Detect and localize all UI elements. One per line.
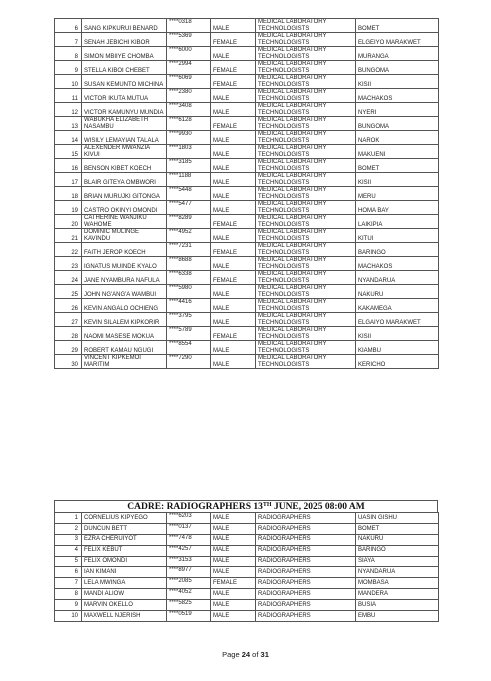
cadre-name: MEDICAL LABORATORY TECHNOLOGISTS [256,201,356,215]
candidate-name: BRIAN MURUJKI GITONGA [82,187,167,201]
id-number: ****1803 [167,145,211,159]
cadre-name: RADIOGRAPHERS [256,611,356,622]
county: NYANDARUA [356,567,439,578]
table-row [55,589,439,600]
table-row [55,534,439,545]
candidate-name: EZRA CHERUIYOT [82,534,167,545]
id-number: ****3795 [167,313,211,327]
row-number: 16 [55,159,82,173]
gender: MALE [211,545,256,556]
gender: FEMALE [211,33,256,47]
id-number: ****5789 [167,327,211,341]
gender: FEMALE [211,327,256,341]
gender: MALE [211,103,256,117]
cadre-name: MEDICAL LABORATORY TECHNOLOGISTS [256,299,356,313]
county: MACHAKOS [356,89,439,103]
candidate-name: KEVIN ANGALO OCHIENG [82,299,167,313]
candidate-name: MAXWELL NJERISH [82,611,167,622]
id-number: ****2380 [167,89,211,103]
cadre-name: MEDICAL LABORATORY TECHNOLOGISTS [256,257,356,271]
row-number: 7 [55,33,82,47]
id-number: ****5477 [167,201,211,215]
candidate-name: SANG KIPKURUI BENARD [82,19,167,33]
table-row [55,61,439,75]
table-row [55,327,439,341]
gender: MALE [211,89,256,103]
table-row [55,33,439,47]
row-number: 9 [55,600,82,611]
county: NAKURU [356,285,439,299]
county: KISII [356,75,439,89]
table-row [55,19,439,33]
candidate-name: NAOMI MASESE MOKUA [82,327,167,341]
gender: FEMALE [211,271,256,285]
gender: MALE [211,355,256,369]
gender: MALE [211,513,256,524]
candidate-name: SIMON MBIIYE CHOMBA [82,47,167,61]
candidate-name: CORNELIUS KIPYEGO [82,513,167,524]
candidate-name: CATHERINE WANJIKU WAHOME [82,215,167,229]
id-number: ****3153 [167,556,211,567]
candidate-name: FELIX KEBUT [82,545,167,556]
table-row [55,556,439,567]
county: SIAYA [356,556,439,567]
cadre-name: MEDICAL LABORATORY TECHNOLOGISTS [256,145,356,159]
id-number: ****8977 [167,567,211,578]
cadre-name: RADIOGRAPHERS [256,513,356,524]
lab-technologists-table [54,18,439,369]
row-number: 10 [55,75,82,89]
id-number: ****1188 [167,173,211,187]
row-number: 6 [55,19,82,33]
candidate-name: KEVIN SILALEM KIPKORIR [82,313,167,327]
gender: FEMALE [211,578,256,589]
county: BARINGO [356,545,439,556]
table-row [55,578,439,589]
gender: MALE [211,556,256,567]
id-number: ****5369 [167,33,211,47]
cadre-name: RADIOGRAPHERS [256,523,356,534]
cadre-name: RADIOGRAPHERS [256,600,356,611]
candidate-name: SUSAN KEMUNTO MICHINA [82,75,167,89]
cadre-name: RADIOGRAPHERS [256,556,356,567]
gender: MALE [211,341,256,355]
table-row [55,600,439,611]
county: NYANDARUA [356,271,439,285]
county: BUNGOMA [356,61,439,75]
row-number: 21 [55,229,82,243]
cadre-name: MEDICAL LABORATORY TECHNOLOGISTS [256,117,356,131]
row-number: 2 [55,523,82,534]
candidate-name: STELLA KIBOI CHEBET [82,61,167,75]
id-number: ****5825 [167,600,211,611]
candidate-name: VICTOR IKUTA MUTUA [82,89,167,103]
table-row [55,513,439,524]
table-row [55,285,439,299]
county: NYERI [356,103,439,117]
candidate-name: ROBERT KAMAU NGUGI [82,341,167,355]
county: KISII [356,327,439,341]
gender: FEMALE [211,117,256,131]
table-row [55,187,439,201]
id-number: ****0519 [167,611,211,622]
id-number: ****8289 [167,215,211,229]
county: NAROK [356,131,439,145]
cadre-name: RADIOGRAPHERS [256,567,356,578]
candidate-name: VINCENT KIPKEMOI MARITIM [82,355,167,369]
candidate-name: BLAIR GITEYA OMBWORI [82,173,167,187]
table-row [55,567,439,578]
row-number: 1 [55,513,82,524]
gender: MALE [211,600,256,611]
id-number: ****8554 [167,341,211,355]
id-number: ****7290 [167,355,211,369]
gender: MALE [211,201,256,215]
county: NAKURU [356,534,439,545]
id-number: ****3408 [167,103,211,117]
county: KAKAMEGA [356,299,439,313]
cadre-name: MEDICAL LABORATORY TECHNOLOGISTS [256,47,356,61]
radiographers-table [54,512,439,622]
cadre-name: MEDICAL LABORATORY TECHNOLOGISTS [256,187,356,201]
county: BOMET [356,523,439,534]
cadre-name: RADIOGRAPHERS [256,578,356,589]
county: BOMET [356,19,439,33]
row-number: 19 [55,201,82,215]
row-number: 12 [55,103,82,117]
row-number: 7 [55,578,82,589]
table-row [55,75,439,89]
candidate-name: DOMINIC MULINGE KAVINDU [82,229,167,243]
gender: MALE [211,313,256,327]
row-number: 14 [55,131,82,145]
cadre-name: MEDICAL LABORATORY TECHNOLOGISTS [256,61,356,75]
cadre-name: RADIOGRAPHERS [256,545,356,556]
table-row [55,271,439,285]
gender: MALE [211,567,256,578]
row-number: 8 [55,589,82,600]
table-row [55,355,439,369]
county: UASIN GISHU [356,513,439,524]
table-row [55,229,439,243]
row-number: 22 [55,243,82,257]
gender: MALE [211,173,256,187]
row-number: 18 [55,187,82,201]
table-row [55,523,439,534]
gender: MALE [211,523,256,534]
table-row [55,201,439,215]
table-row [55,117,439,131]
gender: MALE [211,229,256,243]
candidate-name: FAITH JEROP KOECH [82,243,167,257]
row-number: 6 [55,567,82,578]
id-number: ****2085 [167,578,211,589]
id-number: ****3185 [167,159,211,173]
table-row [55,341,439,355]
id-number: ****2994 [167,61,211,75]
county: BUSIA [356,600,439,611]
id-number: ****6000 [167,47,211,61]
row-number: 13 [55,117,82,131]
row-number: 24 [55,271,82,285]
cadre-name: MEDICAL LABORATORY TECHNOLOGISTS [256,131,356,145]
candidate-name: IAN KIMANI [82,567,167,578]
gender: MALE [211,47,256,61]
cadre-name: MEDICAL LABORATORY TECHNOLOGISTS [256,215,356,229]
county: LAIKIPIA [356,215,439,229]
row-number: 17 [55,173,82,187]
candidate-name: ALEXENDER MWANZIA KIVUI [82,145,167,159]
row-number: 25 [55,285,82,299]
gender: FEMALE [211,215,256,229]
table-row [55,611,439,622]
candidate-name: WISILY LEMAYIAN TALALA [82,131,167,145]
county: BUNGOMA [356,117,439,131]
gender: MALE [211,589,256,600]
cadre-name: MEDICAL LABORATORY TECHNOLOGISTS [256,313,356,327]
table-row [55,299,439,313]
table-row [55,257,439,271]
county: KERICHO [356,355,439,369]
id-number: ****6069 [167,75,211,89]
table-row [55,145,439,159]
candidate-name: MARVIN OKELLO [82,600,167,611]
county: MANDERA [356,589,439,600]
row-number: 10 [55,611,82,622]
gender: MALE [211,131,256,145]
gender: MALE [211,145,256,159]
table-row [55,243,439,257]
county: BARINGO [356,243,439,257]
cadre-name: MEDICAL LABORATORY TECHNOLOGISTS [256,159,356,173]
row-number: 20 [55,215,82,229]
candidate-name: VICTOR KAMUNYU MUNDIA [82,103,167,117]
county: HOMA BAY [356,201,439,215]
id-number: ****4416 [167,299,211,313]
id-number: ****5980 [167,285,211,299]
id-number: ****4257 [167,545,211,556]
row-number: 23 [55,257,82,271]
cadre-name: MEDICAL LABORATORY TECHNOLOGISTS [256,327,356,341]
county: EMBU [356,611,439,622]
table-row [55,215,439,229]
row-number: 29 [55,341,82,355]
id-number: ****5448 [167,187,211,201]
county: KITUI [356,229,439,243]
row-number: 27 [55,313,82,327]
row-number: 11 [55,89,82,103]
candidate-name: CASTRO OKINYI OMONDI [82,201,167,215]
cadre-name: RADIOGRAPHERS [256,589,356,600]
candidate-name: LELA MWINGA [82,578,167,589]
cadre-name: MEDICAL LABORATORY TECHNOLOGISTS [256,75,356,89]
gender: MALE [211,187,256,201]
cadre-name: MEDICAL LABORATORY TECHNOLOGISTS [256,173,356,187]
row-number: 28 [55,327,82,341]
candidate-name: FELIX OMONDI [82,556,167,567]
table-row [55,47,439,61]
id-number: ****8688 [167,257,211,271]
id-number: ****4052 [167,589,211,600]
id-number: ****7478 [167,534,211,545]
cadre-name: MEDICAL LABORATORY TECHNOLOGISTS [256,285,356,299]
gender: MALE [211,611,256,622]
candidate-name: SENAH JEBICHI KIBOR [82,33,167,47]
cadre-name: MEDICAL LABORATORY TECHNOLOGISTS [256,103,356,117]
id-number: ****4952 [167,229,211,243]
table-row [55,131,439,145]
id-number: ****6128 [167,117,211,131]
candidate-name: MANDI ALIOW [82,589,167,600]
county: MACHAKOS [356,257,439,271]
county: ELGAIYO MARAKWET [356,313,439,327]
candidate-name: WABUKHA ELIZABETH NASAMBU [82,117,167,131]
cadre-name: MEDICAL LABORATORY TECHNOLOGISTS [256,243,356,257]
row-number: 26 [55,299,82,313]
id-number: ****6338 [167,271,211,285]
cadre-name: MEDICAL LABORATORY TECHNOLOGISTS [256,341,356,355]
row-number: 15 [55,145,82,159]
id-number: ****9930 [167,131,211,145]
county: KISII [356,173,439,187]
candidate-name: JANE NYAMBURA NAFULA [82,271,167,285]
county: MERU [356,187,439,201]
county: KIAMBU [356,341,439,355]
gender: FEMALE [211,75,256,89]
gender: MALE [211,285,256,299]
table-row [55,173,439,187]
gender: MALE [211,299,256,313]
gender: MALE [211,257,256,271]
county: MOMBASA [356,578,439,589]
table-row [55,545,439,556]
gender: MALE [211,19,256,33]
id-number: ****7231 [167,243,211,257]
cadre-name: RADIOGRAPHERS [256,534,356,545]
candidate-name: BENSON KIBET KOECH [82,159,167,173]
cadre-heading: CADRE: RADIOGRAPHERS 13TH JUNE, 2025 08:00 AM [54,500,438,513]
id-number: ****0318 [167,19,211,33]
cadre-name: MEDICAL LABORATORY TECHNOLOGISTS [256,271,356,285]
cadre-name: MEDICAL LABORATORY TECHNOLOGISTS [256,19,356,33]
county: BOMET [356,159,439,173]
row-number: 5 [55,556,82,567]
row-number: 30 [55,355,82,369]
row-number: 9 [55,61,82,75]
row-number: 4 [55,545,82,556]
id-number: ****6203 [167,513,211,524]
cadre-name: MEDICAL LABORATORY TECHNOLOGISTS [256,229,356,243]
county: MAKUENI [356,145,439,159]
candidate-name: IGNATUS MUINDE KYALO [82,257,167,271]
candidate-name: JOHN NG'ANG'A WAMBUI [82,285,167,299]
county: ELGEIYO MARAKWET [356,33,439,47]
table-row [55,313,439,327]
gender: MALE [211,159,256,173]
cadre-name: MEDICAL LABORATORY TECHNOLOGISTS [256,89,356,103]
page-footer: Page 24 of 31 [222,650,269,659]
row-number: 3 [55,534,82,545]
gender: MALE [211,534,256,545]
candidate-name: DUNCUN BETT [82,523,167,534]
id-number: ****0137 [167,523,211,534]
gender: FEMALE [211,61,256,75]
county: MURANGA [356,47,439,61]
cadre-name: MEDICAL LABORATORY TECHNOLOGISTS [256,33,356,47]
gender: FEMALE [211,243,256,257]
table-row [55,159,439,173]
table-row [55,103,439,117]
cadre-name: MEDICAL LABORATORY TECHNOLOGISTS [256,355,356,369]
row-number: 8 [55,47,82,61]
table-row [55,89,439,103]
